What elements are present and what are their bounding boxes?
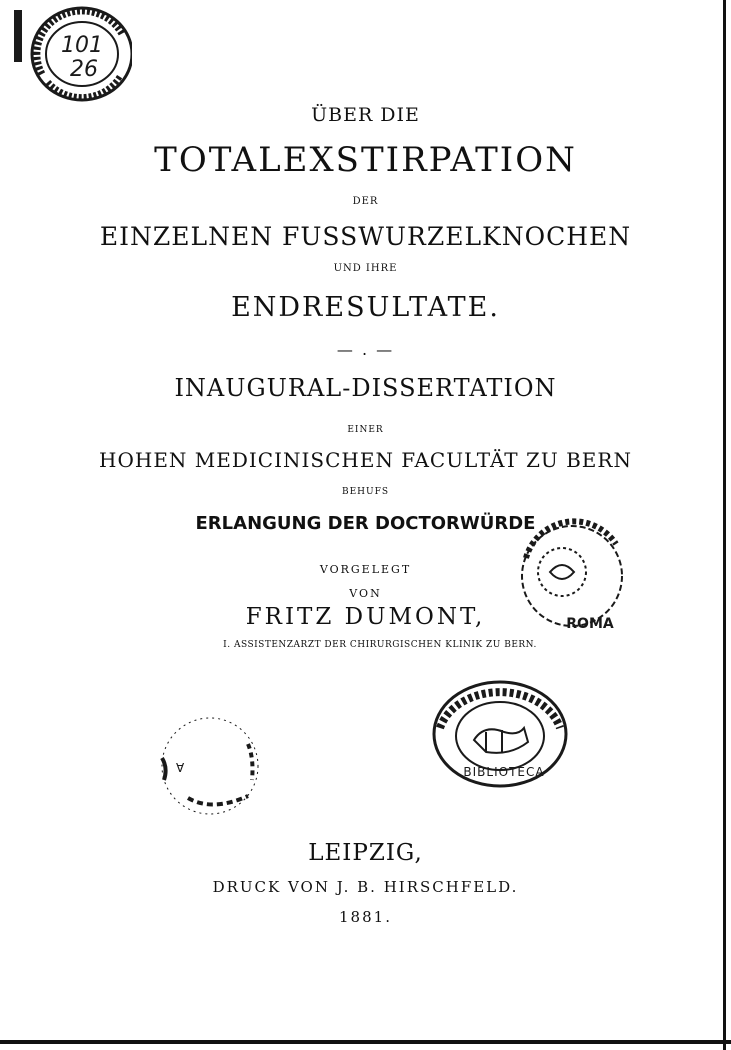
- library-stamp-lower-left: [148, 708, 278, 818]
- title-separator: — . —: [336, 340, 395, 359]
- stamp-number-top: 101: [61, 33, 103, 58]
- author-role: I. ASSISTENZARZT DER CHIRURGISCHEN KLINIK ZU BERN.: [223, 640, 537, 650]
- dissertation-heading: INAUGURAL-DISSERTATION: [174, 374, 557, 402]
- main-title: TOTALEXSTIRPATION: [154, 140, 577, 180]
- title-line-der: DER: [352, 196, 379, 207]
- stamp-biblioteca-text: BIBLIOTECA: [463, 765, 545, 779]
- text-vorgelegt: VORGELEGT: [319, 563, 412, 576]
- author-name: FRITZ DUMONT,: [245, 604, 486, 630]
- imprint-printer: DRUCK VON J. B. HIRSCHFELD.: [212, 878, 519, 896]
- library-stamp-lower-right: [428, 678, 578, 798]
- title-line-und-ihre: UND IHRE: [333, 263, 398, 274]
- stamp-number-bottom: 26: [70, 57, 98, 82]
- degree-line: ERLANGUNG DER DOCTORWÜRDE: [195, 513, 536, 534]
- imprint-year: 1881.: [339, 908, 392, 926]
- text-behufs: BEHUFS: [341, 487, 390, 497]
- library-stamp-top-left: [12, 4, 132, 104]
- imprint-place: LEIPZIG,: [308, 840, 423, 866]
- text-einer: EINER: [347, 425, 384, 435]
- title-line-subject: EINZELNEN FUSSWURZELKNOCHEN: [99, 222, 632, 251]
- svg-text:Ɐ: Ɐ: [176, 761, 185, 775]
- stamp-roma-text: ROMA: [566, 616, 614, 632]
- faculty-line: HOHEN MEDICINISCHEN FACULTÄT ZU BERN: [99, 448, 632, 472]
- text-von: VON: [349, 587, 382, 600]
- page-edge-bottom: [0, 1040, 731, 1044]
- title-line-endresultate: ENDRESULTATE.: [231, 292, 500, 323]
- title-line-uber-die: ÜBER DIE: [311, 104, 420, 126]
